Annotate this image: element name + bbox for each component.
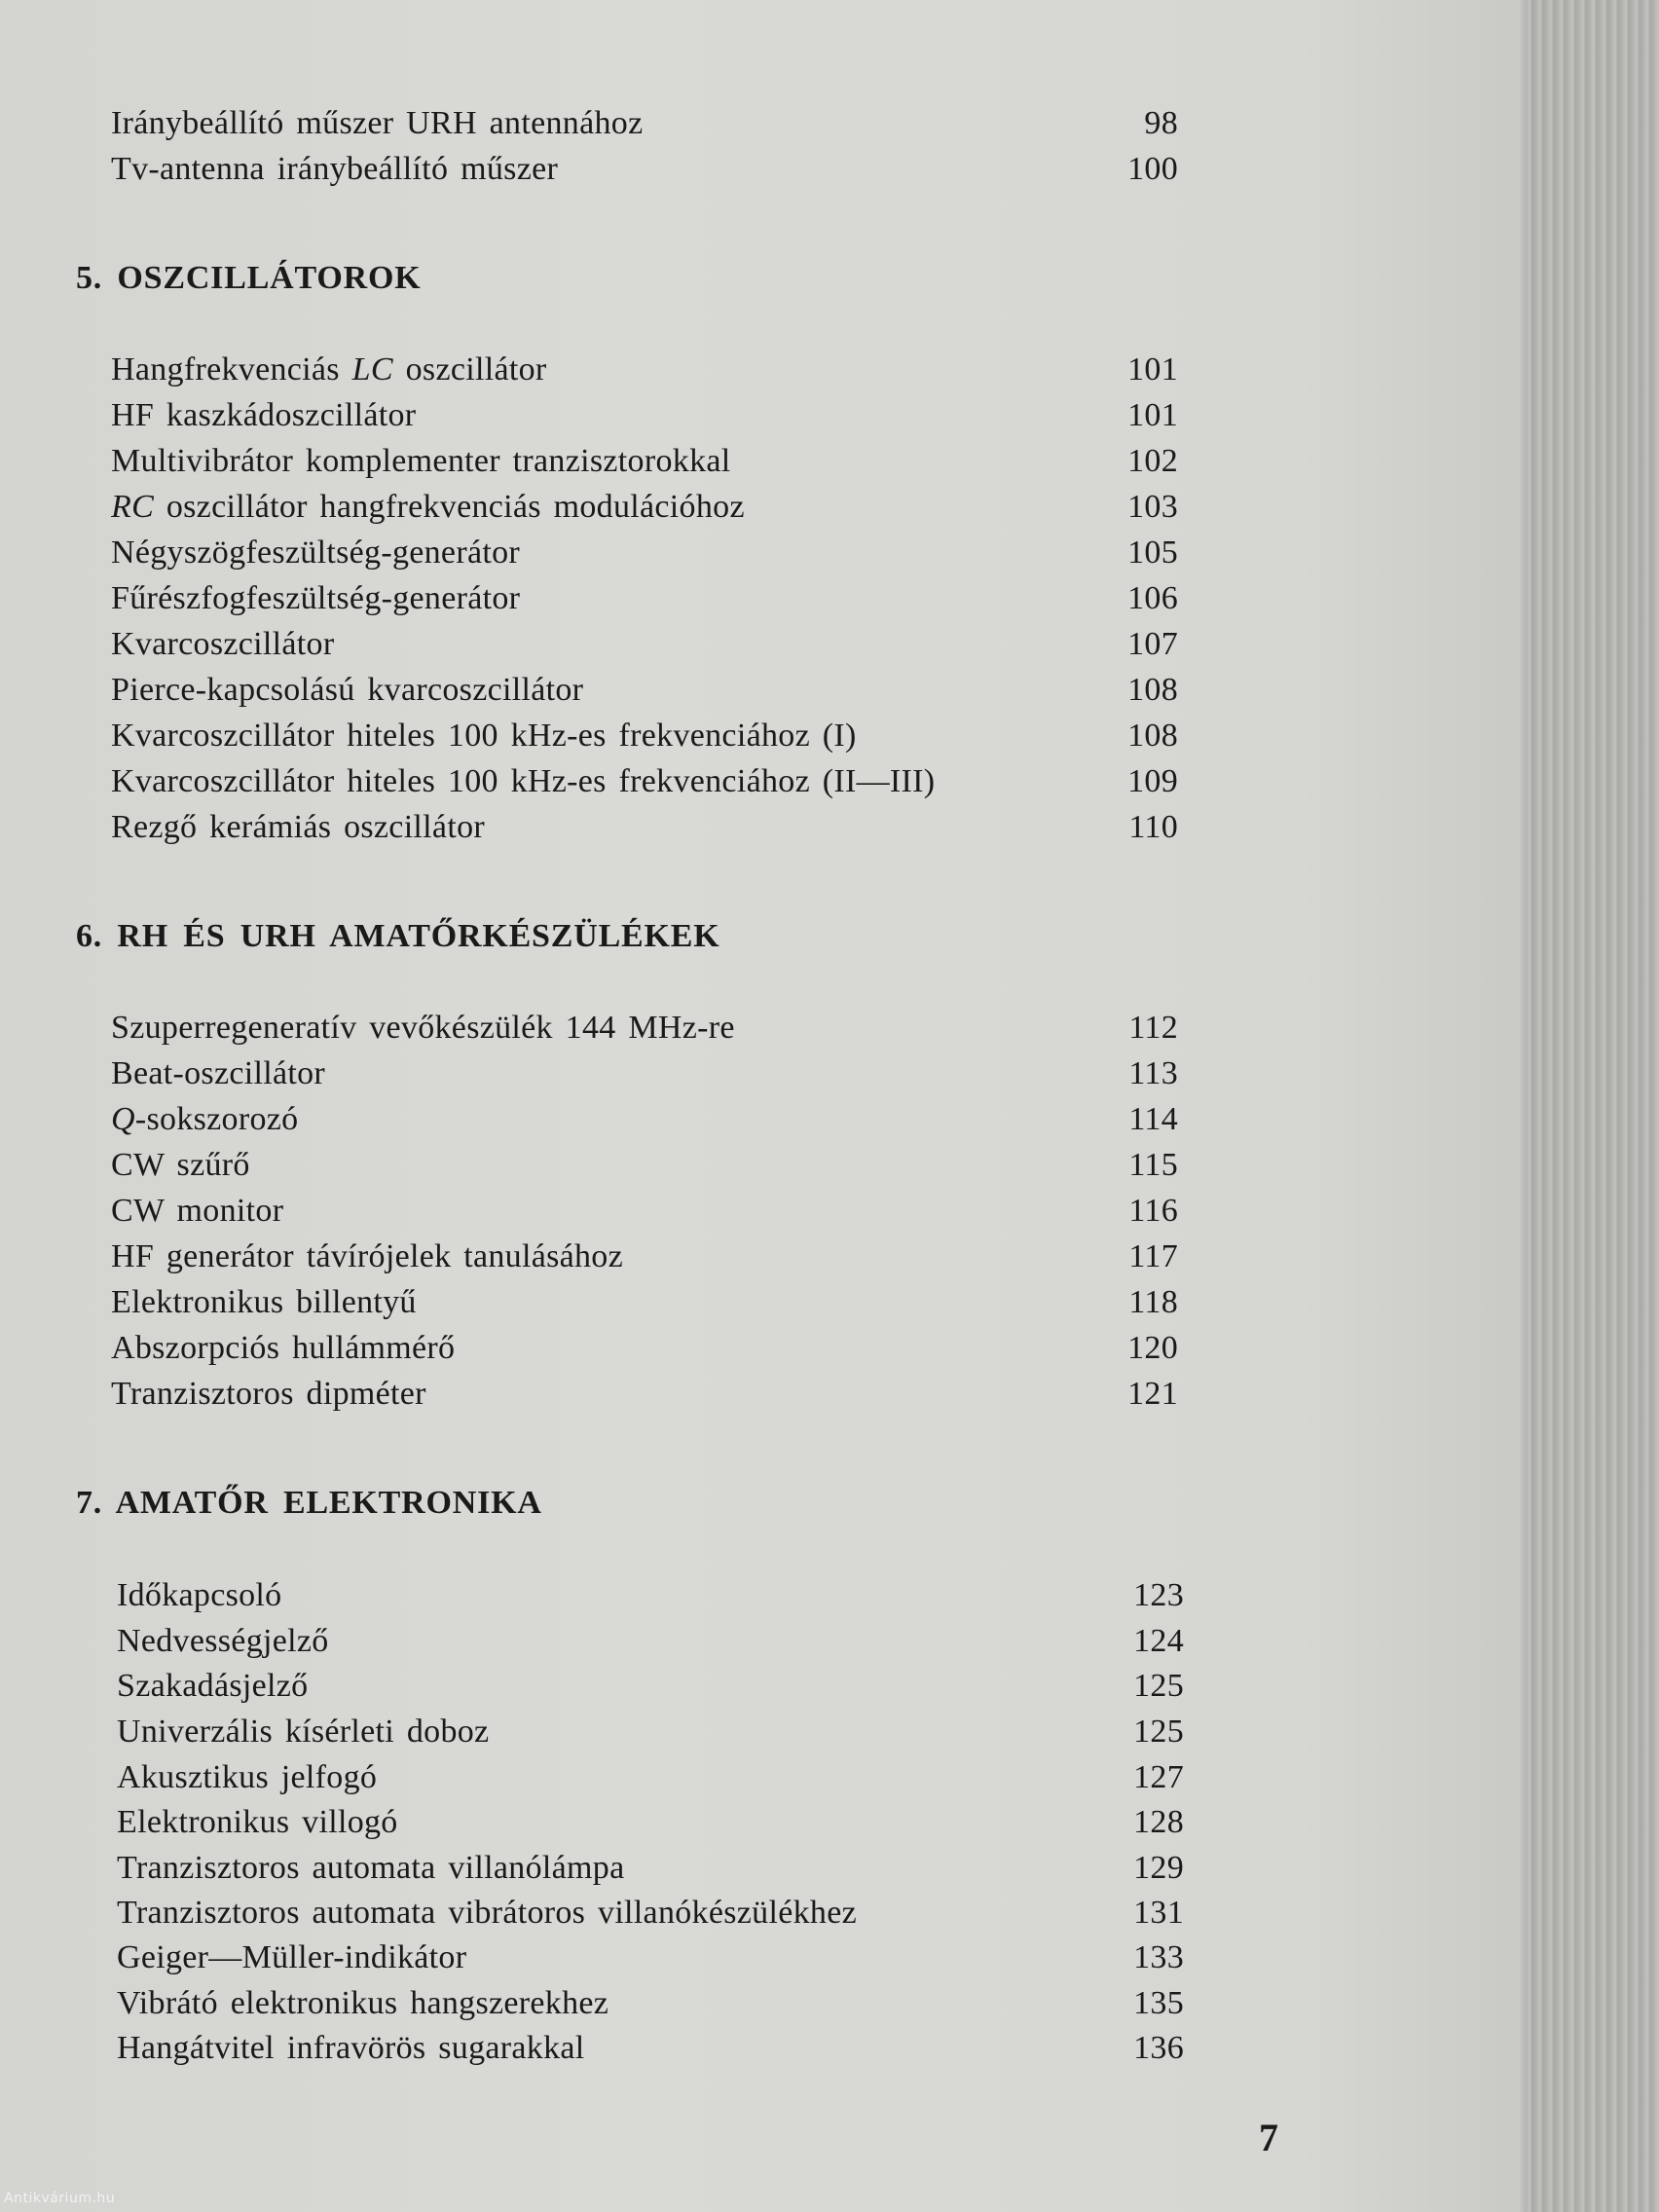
toc-entry-title: Kvarcoszcillátor hiteles 100 kHz-es frekvenciához (II—III)	[111, 763, 936, 799]
toc-entry-title: Nedvességjelző	[117, 1623, 329, 1659]
page-gutter-shadow	[1519, 0, 1527, 2212]
toc-entry	[0, 1376, 1178, 1420]
toc-entry-page: 112	[1128, 1010, 1178, 1046]
toc-entry-title: RC oszcillátor hangfrekvenciás modulációhoz	[111, 489, 745, 525]
section-heading: 5. OSZCILLÁTOROK	[76, 260, 422, 296]
toc-entry-title: Elektronikus villogó	[117, 1804, 398, 1840]
toc-entry-page: 106	[1127, 580, 1178, 616]
toc-entry-page: 108	[1127, 672, 1178, 708]
toc-entry-title: Tranzisztoros automata vibrátoros villanókészülékhez	[117, 1895, 857, 1931]
section-heading: 7. AMATŐR ELEKTRONIKA	[76, 1485, 542, 1521]
toc-entry-page: 121	[1127, 1376, 1178, 1412]
toc-entry-page: 101	[1127, 397, 1178, 433]
toc-entry-title: Vibrátó elektronikus hangszerekhez	[117, 1985, 609, 2021]
toc-entry-title: Elektronikus billentyű	[111, 1284, 417, 1320]
toc-entry-title: Időkapcsoló	[117, 1577, 282, 1613]
toc-entry	[6, 1804, 1184, 1849]
toc-entry-title: Fűrészfogfeszültség-generátor	[111, 580, 521, 616]
toc-entry	[0, 763, 1178, 808]
toc-entry-title: Pierce-kapcsolású kvarcoszcillátor	[111, 672, 584, 708]
toc-entry-page: 120	[1127, 1330, 1178, 1366]
toc-entry-page: 128	[1133, 1804, 1184, 1840]
toc-entry-page: 127	[1133, 1759, 1184, 1795]
toc-entry-page: 136	[1133, 2030, 1184, 2066]
toc-entry-page: 115	[1128, 1147, 1178, 1183]
toc-entry-title: Négyszögfeszültség-generátor	[111, 535, 521, 571]
toc-entry-page: 101	[1127, 351, 1178, 387]
toc-entry-title: Univerzális kísérleti doboz	[117, 1714, 490, 1750]
toc-entry	[6, 1850, 1184, 1895]
toc-entry-title: Tranzisztoros automata villanólámpa	[117, 1850, 625, 1886]
toc-entry	[6, 1714, 1184, 1758]
toc-entry	[0, 718, 1178, 762]
toc-entry	[6, 1895, 1184, 1939]
toc-entry	[0, 105, 1178, 150]
toc-entry-title: Kvarcoszcillátor	[111, 626, 335, 662]
toc-entry-page: 113	[1128, 1055, 1178, 1091]
toc-entry	[0, 1330, 1178, 1375]
toc-entry	[0, 489, 1178, 534]
toc-entry	[6, 1623, 1184, 1668]
page-number: 7	[1259, 2116, 1278, 2159]
toc-entry-page: 125	[1133, 1668, 1184, 1704]
toc-entry	[0, 1055, 1178, 1100]
toc-entry	[0, 1284, 1178, 1329]
toc-entry-title: Tv-antenna iránybeállító műszer	[111, 151, 559, 187]
toc-entry-title: Beat-oszcillátor	[111, 1055, 326, 1091]
toc-entry	[0, 151, 1178, 196]
toc-entry-page: 107	[1127, 626, 1178, 662]
toc-entry-title: Hangátvitel infravörös sugarakkal	[117, 2030, 585, 2066]
toc-entry	[0, 1147, 1178, 1192]
toc-entry	[0, 397, 1178, 442]
toc-entry	[6, 1668, 1184, 1713]
toc-entry-title: Rezgő kerámiás oszcillátor	[111, 809, 485, 845]
toc-entry-page: 110	[1128, 809, 1178, 845]
toc-entry-title: Kvarcoszcillátor hiteles 100 kHz-es frekvenciához (I)	[111, 718, 857, 754]
section-heading: 6. RH ÉS URH AMATŐRKÉSZÜLÉKEK	[76, 918, 720, 954]
toc-entry-title: Iránybeállító műszer URH antennához	[111, 105, 644, 141]
toc-entry	[0, 809, 1178, 854]
toc-entry	[0, 443, 1178, 488]
toc-entry	[0, 580, 1178, 625]
toc-entry	[0, 1010, 1178, 1054]
toc-entry	[6, 2030, 1184, 2075]
toc-entry-page: 125	[1133, 1714, 1184, 1750]
toc-entry-page: 98	[1144, 105, 1178, 141]
toc-entry-page: 129	[1133, 1850, 1184, 1886]
toc-entry-page: 131	[1133, 1895, 1184, 1931]
toc-entry-page: 117	[1128, 1238, 1178, 1274]
toc-entry-title: Abszorpciós hullámmérő	[111, 1330, 456, 1366]
toc-entry-title: HF kaszkádoszcillátor	[111, 397, 417, 433]
toc-entry-title: Q-sokszorozó	[111, 1101, 299, 1137]
toc-entry-page: 135	[1133, 1985, 1184, 2021]
toc-entry-page: 118	[1128, 1284, 1178, 1320]
toc-entry-page: 123	[1133, 1577, 1184, 1613]
toc-entry	[0, 1193, 1178, 1237]
watermark: Antikvárium.hu	[4, 2191, 116, 2206]
toc-entry-title: CW monitor	[111, 1193, 284, 1229]
toc-entry	[0, 535, 1178, 579]
toc-entry-page: 124	[1133, 1623, 1184, 1659]
toc-entry-title: Hangfrekvenciás LC oszcillátor	[111, 351, 547, 387]
toc-entry-title: Multivibrátor komplementer tranzisztorokkal	[111, 443, 731, 479]
toc-entry-title: HF generátor távírójelek tanulásához	[111, 1238, 623, 1274]
toc-entry	[0, 1238, 1178, 1283]
toc-entry-title: Geiger—Müller-indikátor	[117, 1939, 467, 1975]
toc-entry	[6, 1759, 1184, 1804]
toc-entry-title: Tranzisztoros dipméter	[111, 1376, 426, 1412]
toc-entry	[0, 1101, 1178, 1146]
toc-entry-title: Szakadásjelző	[117, 1668, 309, 1704]
toc-entry-page: 109	[1127, 763, 1178, 799]
book-edge	[1527, 0, 1659, 2212]
toc-entry-title: Akusztikus jelfogó	[117, 1759, 378, 1795]
toc-entry	[0, 626, 1178, 671]
toc-entry	[0, 351, 1178, 396]
toc-entry-page: 100	[1127, 151, 1178, 187]
toc-entry-page: 103	[1127, 489, 1178, 525]
toc-entry	[6, 1939, 1184, 1984]
toc-entry-page: 105	[1127, 535, 1178, 571]
toc-entry-page: 108	[1127, 718, 1178, 754]
toc-entry-page: 116	[1128, 1193, 1178, 1229]
toc-entry-page: 102	[1127, 443, 1178, 479]
toc-entry	[6, 1985, 1184, 2030]
toc-entry-page: 114	[1128, 1101, 1178, 1137]
toc-entry-page: 133	[1133, 1939, 1184, 1975]
toc-entry-title: CW szűrő	[111, 1147, 250, 1183]
toc-entry	[0, 672, 1178, 717]
toc-entry	[6, 1577, 1184, 1622]
toc-entry-title: Szuperregeneratív vevőkészülék 144 MHz-re	[111, 1010, 735, 1046]
